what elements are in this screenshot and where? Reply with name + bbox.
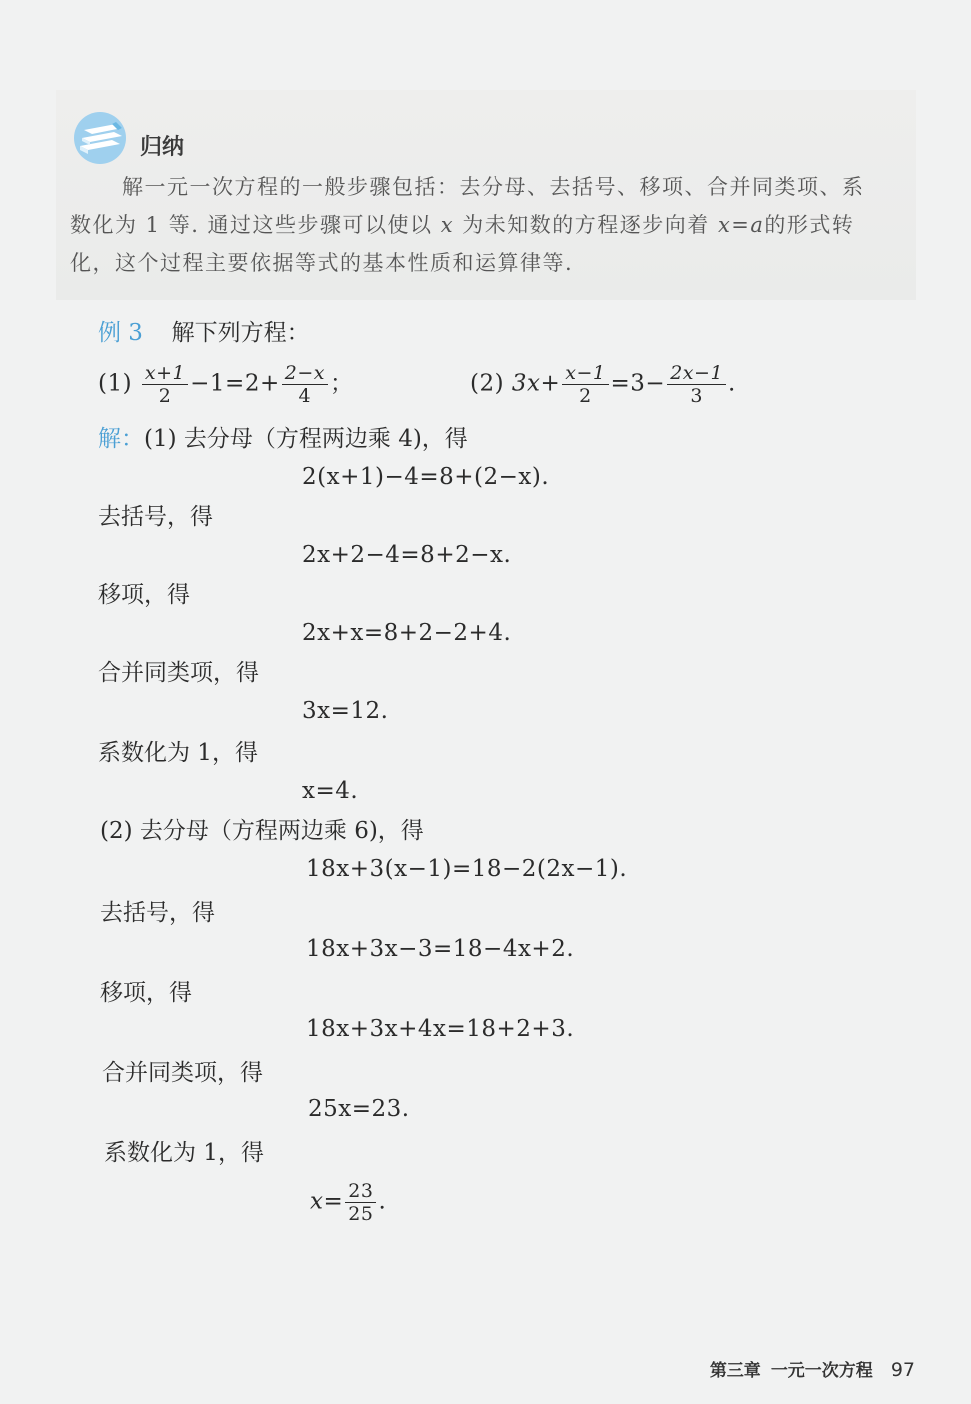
problem-1-fraction-1 [142, 362, 188, 407]
solution-2-eq5 [310, 1180, 386, 1225]
summary-title: 归纳 [140, 135, 185, 160]
solution-1-intro-line [98, 424, 468, 454]
problem-2-lead: 3x+ [511, 370, 561, 397]
fraction-denominator: 2 [579, 385, 592, 407]
page-footer [710, 1356, 915, 1381]
problem-2-middle: =3− [610, 370, 666, 397]
solution-2-step3: 移项，得 [100, 980, 192, 1006]
solution-2-step4: 合并同类项，得 [102, 1060, 263, 1086]
solution-1-step3: 移项，得 [98, 582, 190, 608]
fraction-denominator: 25 [348, 1203, 374, 1225]
solution-1-eq5: x=4. [302, 778, 359, 804]
problem-1 [98, 362, 353, 407]
page-number: 97 [890, 1359, 915, 1381]
solution-1-eq1: 2(x+1)−4=8+(2−x). [302, 464, 550, 490]
problem-1-middle: −1=2+ [190, 370, 280, 397]
fraction-numerator: x−1 [562, 362, 608, 385]
footer-chapter-title: 一元一次方程 [770, 1361, 873, 1381]
example-prompt: 解下列方程： [171, 320, 310, 346]
example-heading [98, 318, 310, 348]
fraction-denominator: 4 [298, 385, 312, 407]
fraction-denominator: 3 [690, 385, 703, 407]
solution-2-eq1: 18x+3(x−1)=18−2(2x−1). [306, 856, 628, 882]
problem-1-mark: (1) [98, 370, 133, 397]
summary-form: x=a [717, 213, 765, 237]
solution-1-eq2: 2x+2−4=8+2−x. [302, 542, 512, 568]
problem-2-fraction-1 [562, 362, 608, 407]
footer-chapter: 第三章 [709, 1361, 761, 1381]
solution-label: 解： [98, 426, 144, 452]
problem-2-end: . [728, 370, 736, 397]
solution-2-eq5-end: . [378, 1188, 387, 1215]
solution-1-step5: 系数化为 1，得 [98, 740, 258, 766]
summary-paragraph [70, 168, 870, 282]
summary-var-x: x [440, 213, 455, 237]
solution-2-eq5-lead: x= [310, 1188, 344, 1215]
problem-1-end: ； [329, 370, 354, 397]
fraction-denominator: 2 [158, 385, 172, 407]
summary-text-2: 为未知数的方程逐步向着 [454, 213, 718, 237]
solution-1-intro: (1) 去分母（方程两边乘 4)，得 [144, 426, 468, 452]
solution-2-eq2: 18x+3x−3=18−4x+2. [306, 936, 575, 962]
solution-2-eq4: 25x=23. [308, 1096, 410, 1122]
problem-2 [470, 362, 736, 407]
fraction-numerator: 2−x [282, 362, 328, 385]
example-label: 例 3 [98, 320, 143, 346]
summary-text-3: 的形式转化，这个过程主要依据等式的基本性质和运算律等. [70, 213, 855, 275]
solution-2-step5: 系数化为 1，得 [104, 1140, 264, 1166]
problem-2-fraction-2 [667, 362, 726, 407]
solution-2-eq3: 18x+3x+4x=18+2+3. [306, 1016, 575, 1042]
solution-1-eq3: 2x+x=8+2−2+4. [302, 620, 512, 646]
solution-1-eq4: 3x=12. [302, 698, 389, 724]
solution-2-step2: 去括号，得 [100, 900, 215, 926]
fraction-numerator: x+1 [142, 362, 188, 385]
solution-1-step4: 合并同类项，得 [98, 660, 259, 686]
book-stack-icon [72, 110, 128, 166]
fraction-numerator: 2x−1 [667, 362, 726, 385]
solution-1-step2: 去括号，得 [98, 504, 213, 530]
problem-2-mark: (2) [470, 370, 505, 397]
solution-2-eq5-fraction [345, 1180, 376, 1225]
solution-2-intro: (2) 去分母（方程两边乘 6)，得 [100, 818, 424, 844]
summary-text-1: 解一元一次方程的一般步骤包括：去分母、去括号、移项、合并同类项、系数化为 1 等. 通过这些步骤可以使以 [70, 175, 865, 237]
fraction-numerator: 23 [345, 1180, 376, 1203]
problem-1-fraction-2 [282, 362, 328, 407]
